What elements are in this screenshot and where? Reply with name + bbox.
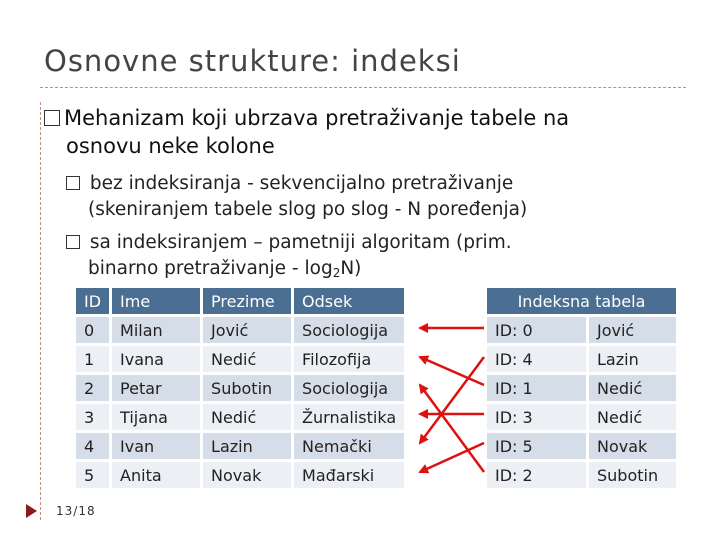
slide-title: Osnovne strukture: indeksi — [44, 44, 461, 78]
cell-id: 5 — [76, 462, 109, 488]
cell-odsek: Filozofija — [294, 346, 404, 372]
table-row — [76, 404, 404, 430]
bullet-square-icon — [66, 176, 80, 190]
index-cell-id: ID: 0 — [487, 317, 586, 343]
index-row — [487, 404, 676, 430]
cell-odsek: Žurnalistika — [294, 404, 404, 430]
cell-prezime: Lazin — [203, 433, 291, 459]
cell-id: 3 — [76, 404, 109, 430]
header-prezime: Prezime — [203, 288, 291, 314]
table-row — [76, 462, 404, 488]
page-number: 13/18 — [56, 504, 96, 518]
arrow-id2 — [420, 385, 484, 472]
cell-odsek: Sociologija — [294, 375, 404, 401]
table-header-row — [76, 288, 404, 314]
cell-ime: Anita — [112, 462, 200, 488]
cell-prezime: Subotin — [203, 375, 291, 401]
index-cell-id: ID: 4 — [487, 346, 586, 372]
header-id: ID — [76, 288, 109, 314]
index-row — [487, 375, 676, 401]
index-cell-id: ID: 2 — [487, 462, 586, 488]
cell-ime: Tijana — [112, 404, 200, 430]
cell-prezime: Jović — [203, 317, 291, 343]
cell-odsek: Sociologija — [294, 317, 404, 343]
sub-bullet-2-line2-text: binarno pretraživanje - log — [88, 258, 333, 279]
bullet-square-icon — [44, 110, 60, 126]
index-cell-id: ID: 1 — [487, 375, 586, 401]
cell-prezime: Nedić — [203, 346, 291, 372]
index-row — [487, 346, 676, 372]
index-cell-key: Jović — [589, 317, 676, 343]
index-table — [484, 285, 679, 491]
index-row — [487, 317, 676, 343]
sub-bullet-1-line2: (skeniranjem tabele slog po slog - N poređenja) — [88, 199, 528, 220]
cell-id: 1 — [76, 346, 109, 372]
index-table-title: Indeksna tabela — [487, 288, 676, 314]
sub-bullet-2 — [66, 230, 686, 286]
cell-odsek: Nemački — [294, 433, 404, 459]
cell-prezime: Novak — [203, 462, 291, 488]
cell-ime: Petar — [112, 375, 200, 401]
cell-id: 4 — [76, 433, 109, 459]
index-cell-key: Nedić — [589, 404, 676, 430]
log-base: 2 — [332, 266, 341, 280]
cell-odsek: Mađarski — [294, 462, 404, 488]
sub-bullet-1 — [66, 171, 686, 223]
index-cell-id: ID: 5 — [487, 433, 586, 459]
cell-ime: Ivana — [112, 346, 200, 372]
arrow-id5 — [420, 443, 484, 472]
cell-id: 0 — [76, 317, 109, 343]
cell-prezime: Nedić — [203, 404, 291, 430]
main-bullet — [44, 104, 684, 160]
table-row — [76, 346, 404, 372]
arrow-id1 — [420, 357, 484, 385]
table-row — [76, 375, 404, 401]
bullet-square-icon — [66, 235, 80, 249]
index-header-row — [487, 288, 676, 314]
cell-ime: Ivan — [112, 433, 200, 459]
index-cell-key: Novak — [589, 433, 676, 459]
sub-bullet-2-line1: sa indeksiranjem – pametniji algoritam (prim. — [89, 232, 512, 253]
cell-id: 2 — [76, 375, 109, 401]
sub-bullet-2-line2 — [66, 256, 686, 286]
main-bullet-line1: Mehanizam koji ubrzava pretraživanje tabele na — [64, 106, 570, 130]
header-odsek: Odsek — [294, 288, 404, 314]
index-row — [487, 433, 676, 459]
header-ime: Ime — [112, 288, 200, 314]
table-row — [76, 433, 404, 459]
index-row — [487, 462, 676, 488]
index-cell-key: Subotin — [589, 462, 676, 488]
sub-bullet-2-line2-end: N) — [340, 258, 362, 279]
title-divider — [40, 87, 686, 88]
page-marker-icon — [26, 504, 37, 518]
main-bullet-line2: osnovu neke kolone — [66, 134, 275, 158]
left-divider — [40, 102, 41, 520]
arrow-id4 — [420, 357, 484, 443]
cell-ime: Milan — [112, 317, 200, 343]
table-row — [76, 317, 404, 343]
index-cell-key: Nedić — [589, 375, 676, 401]
index-cell-key: Lazin — [589, 346, 676, 372]
students-table — [73, 285, 407, 491]
index-cell-id: ID: 3 — [487, 404, 586, 430]
sub-bullet-1-line1: bez indeksiranja - sekvencijalno pretraživanje — [89, 173, 514, 194]
